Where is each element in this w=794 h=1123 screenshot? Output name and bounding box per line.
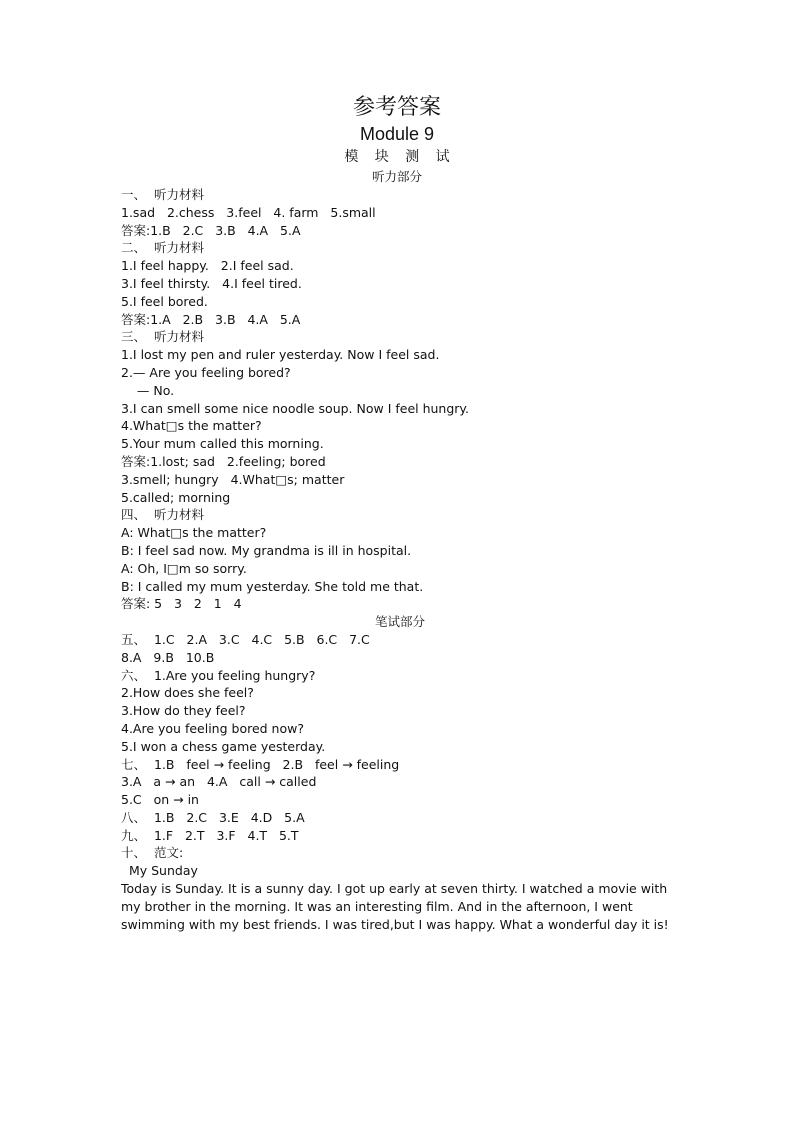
section-2-line: 3.I feel thirsty. 4.I feel tired. xyxy=(121,275,302,291)
section-8-answers: 八、 1.B 2.C 3.E 4.D 5.A xyxy=(121,809,305,825)
section-6-line: 5.I won a chess game yesterday. xyxy=(121,738,326,754)
module-test-subtitle: 模 块 测 试 xyxy=(344,149,456,165)
written-part-heading: 笔试部分 xyxy=(374,614,425,630)
section-3-answers: 5.called; morning xyxy=(121,489,231,505)
section-4-dialogue-line: B: I called my mum yesterday. She told me that. xyxy=(121,578,424,594)
section-4-dialogue-line: A: Oh, I□m so sorry. xyxy=(121,560,247,576)
section-3-line: — No. xyxy=(121,382,175,398)
section-3-answers: 答案:1.lost; sad 2.feeling; bored xyxy=(121,453,326,469)
listening-part-heading: 听力部分 xyxy=(371,169,422,184)
section-3-line: 3.I can smell some nice noodle soup. Now I feel hungry. xyxy=(121,400,470,416)
section-4-dialogue-line: A: What□s the matter? xyxy=(121,525,267,541)
section-2-line: 1.I feel happy. 2.I feel sad. xyxy=(121,258,294,274)
section-6-line: 六、 1.Are you feeling hungry? xyxy=(121,667,316,683)
section-6-line: 4.Are you feeling bored now? xyxy=(121,720,304,736)
section-3-line: 2.— Are you feeling bored? xyxy=(121,364,291,380)
section-5-answers: 五、 1.C 2.A 3.C 4.C 5.B 6.C 7.C xyxy=(121,631,370,647)
section-10-heading: 十、 范文: xyxy=(121,845,184,861)
section-7-line: 5.C on → in xyxy=(121,792,199,808)
module-title: Module 9 xyxy=(359,124,435,144)
section-2-heading: 二、 听力材料 xyxy=(121,240,204,256)
section-3-line: 4.What□s the matter? xyxy=(121,418,262,434)
section-3-line: 5.Your mum called this morning. xyxy=(121,436,324,452)
section-6-line: 3.How do they feel? xyxy=(121,703,246,719)
section-5-answers: 8.A 9.B 10.B xyxy=(121,649,215,665)
section-3-heading: 三、 听力材料 xyxy=(121,329,204,345)
essay-paragraph: Today is Sunday. It is a sunny day. I got up early at seven thirty. I watched a movie with my brother in the morning. It was an interesting film. And in the afternoon, I went swimming with my best friends. I was tired,but I was happy. What a wonderful day it is! xyxy=(121,881,669,933)
section-2-line: 5.I feel bored. xyxy=(121,293,208,309)
section-3-answers: 3.smell; hungry 4.What□s; matter xyxy=(121,471,345,487)
section-4-heading: 四、 听力材料 xyxy=(121,507,204,523)
section-3-line: 1.I lost my pen and ruler yesterday. Now I feel sad. xyxy=(121,347,440,363)
essay-title: My Sunday xyxy=(121,863,198,879)
section-4-dialogue-line: B: I feel sad now. My grandma is ill in hospital. xyxy=(121,542,412,558)
section-4-answers: 答案: 5 3 2 1 4 xyxy=(121,596,242,612)
section-1-material: 1.sad 2.chess 3.feel 4. farm 5.small xyxy=(121,204,376,220)
section-1-answers: 答案:1.B 2.C 3.B 4.A 5.A xyxy=(121,222,301,238)
answer-body xyxy=(121,186,681,934)
section-7-line: 3.A a → an 4.A call → called xyxy=(121,774,317,790)
section-9-answers: 九、 1.F 2.T 3.F 4.T 5.T xyxy=(121,827,299,843)
page-title: 参考答案 xyxy=(352,95,441,120)
section-7-line: 七、 1.B feel → feeling 2.B feel → feeling xyxy=(121,756,400,772)
section-6-line: 2.How does she feel? xyxy=(121,685,254,701)
section-1-heading: 一、 听力材料 xyxy=(121,187,204,202)
section-2-answers: 答案:1.A 2.B 3.B 4.A 5.A xyxy=(121,311,301,327)
